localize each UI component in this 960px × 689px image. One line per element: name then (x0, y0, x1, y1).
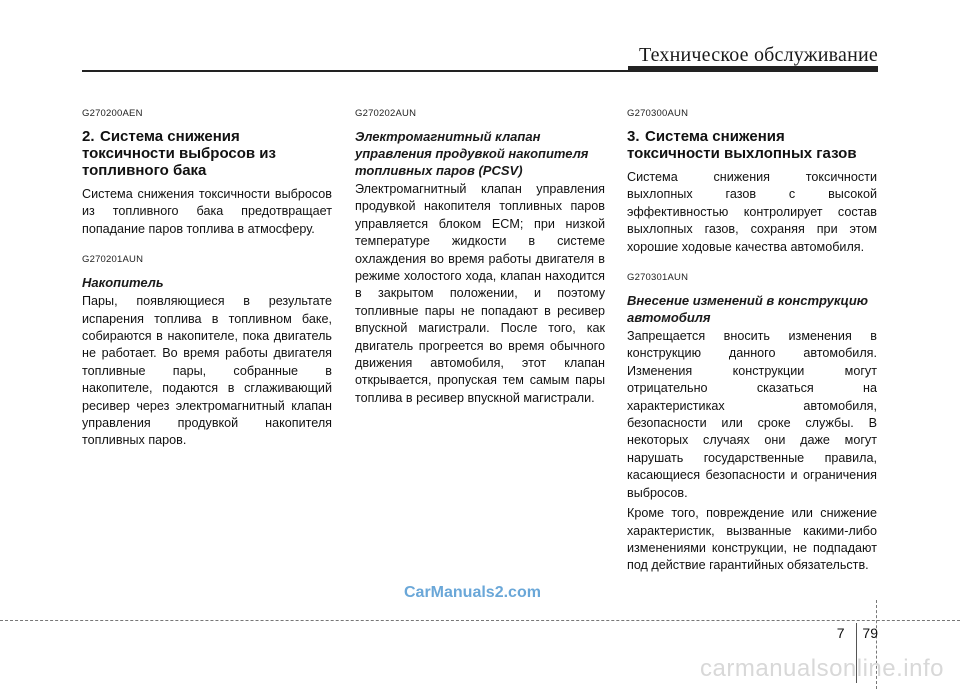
paragraph: Запрещается вносить изменения в конструкцию данного автомобиля. Изменения конструкции могут отрицательно сказаться на характеристиках автомобиля, безопасности или сроке службы. В некоторых случаях они даже могут нарушать государственные правила, касающиеся безопасности и ограничения выбросов. (627, 329, 877, 500)
footer-rule (0, 620, 960, 621)
column-1 (82, 108, 332, 453)
section-heading (82, 128, 332, 179)
column-3 (627, 108, 877, 578)
section-code: G270200AEN (82, 108, 143, 119)
paragraph: Кроме того, повреждение или снижение характеристик, вызванные какими-либо изменениями конструкции, не подпадают под действие гарантийных обязательств. (627, 506, 877, 573)
subheading: Внесение изменений в конструкцию автомобиля (627, 293, 869, 326)
page-number (837, 625, 878, 641)
heading-text: Система снижения токсичности выбросов из топливного бака (82, 128, 276, 179)
section-heading (627, 128, 877, 162)
section-code: G270201AUN (82, 254, 144, 266)
header-accent-bar (628, 66, 878, 72)
paragraph: Пары, появляющиеся в результате испарения топлива в топливном баке, собираются в накопителе, пока двигатель не работает. Во время работы двигателя топливные пары, собранные в накопителе, подаются в сглаживающий ресивер через электромагнитный клапан управления продувкой накопителя топливных паров. (82, 294, 332, 448)
paragraph: Система снижения токсичности выхлопных газов с высокой эффективностью контролирует состав выхлопных газов, сохраняя при этом хорошие ходовые качества автомобиля. (627, 170, 877, 254)
subheading: Электромагнитный клапан управления продувкой накопителя топливных паров (PCSV) (355, 129, 589, 178)
watermark-carmanualsonline[interactable]: carmanualsonline.info (700, 655, 944, 682)
paragraph: Электромагнитный клапан управления продувкой накопителя топливных паров управляется блоком ECM; при низкой температуре жидкости в системе охлаждения во время работы двигателя в режиме холостого хода, клапан находится в закрытом положении, и поэтому топливные пары не попадают в ресивер впускной магистрали. После того, как двигатель прогреется во время обычного движения автомобиля, этот клапан открывается, пропуская тем самым пары топлива в ресивер впускной магистрали. (355, 182, 605, 405)
section-code: G270202AUN (355, 108, 417, 119)
watermark-carmanuals2[interactable]: CarManuals2.com (404, 584, 541, 601)
section-title: Техническое обслуживание (638, 44, 878, 66)
page-number-value: 79 (862, 625, 878, 641)
heading-number: 2. (82, 128, 95, 145)
chapter-number: 7 (836, 625, 845, 641)
section-code: G270300AUN (627, 108, 689, 119)
heading-text: Система снижения токсичности выхлопных газов (627, 128, 857, 162)
paragraph: Система снижения токсичности выбросов из топливного бака предотвращает попадание паров топлива в атмосферу. (82, 187, 332, 236)
heading-number: 3. (627, 128, 640, 145)
subheading: Накопитель (82, 275, 164, 291)
column-2 (355, 108, 605, 410)
section-code: G270301AUN (627, 272, 689, 284)
